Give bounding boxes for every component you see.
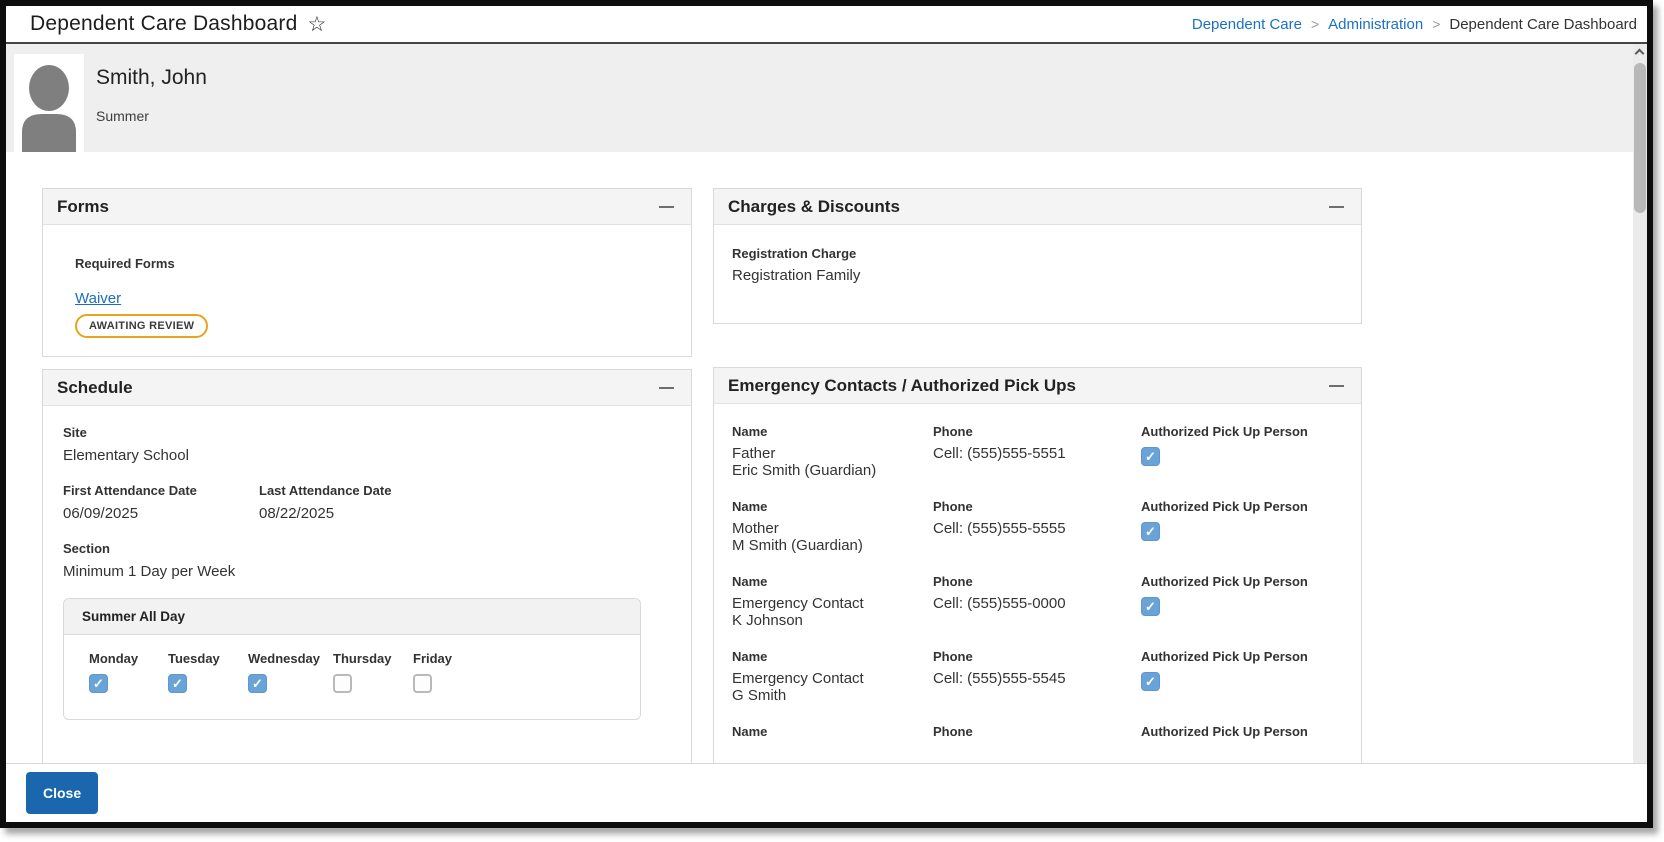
day-friday-label: Friday — [413, 651, 453, 666]
breadcrumb — [1192, 16, 1637, 33]
minus-icon — [659, 206, 674, 208]
contact-phone: Cell: (555)555-5545 — [933, 670, 1066, 687]
contact-name-label: Name — [732, 424, 768, 439]
chevron-up-icon — [1635, 49, 1645, 59]
first-attendance-label: First Attendance Date — [63, 483, 197, 498]
contact-row — [732, 499, 1343, 554]
person-schedule-term: Summer — [96, 108, 149, 124]
breadcrumb-current: Dependent Care Dashboard — [1449, 15, 1637, 33]
contact-phone: Cell: (555)555-0000 — [933, 595, 1066, 612]
day-wednesday-checkbox[interactable] — [248, 674, 267, 693]
contact-phone-label: Phone — [933, 499, 973, 514]
authorized-pickup-checkbox[interactable] — [1141, 597, 1160, 616]
vertical-scrollbar[interactable] — [1633, 44, 1647, 763]
contact-name-label: Name — [732, 649, 768, 664]
forms-card — [42, 188, 692, 357]
first-attendance-value: 06/09/2025 — [63, 505, 139, 522]
registration-charge-label: Registration Charge — [732, 246, 857, 261]
day-thursday-checkbox[interactable] — [333, 674, 352, 693]
contact-phone-label: Phone — [933, 574, 973, 589]
breadcrumb-dependent-care[interactable]: Dependent Care — [1191, 15, 1302, 33]
scroll-up-button[interactable] — [1633, 44, 1647, 60]
site-value: Elementary School — [63, 447, 189, 464]
authorized-pickup-label: Authorized Pick Up Person — [1141, 574, 1308, 589]
close-button[interactable]: Close — [26, 772, 98, 814]
contacts-card — [713, 367, 1362, 763]
contact-name-label: Name — [732, 574, 768, 589]
contact-phone-label: Phone — [933, 424, 973, 439]
last-attendance-label: Last Attendance Date — [259, 483, 392, 498]
day-wednesday-label: Wednesday — [248, 651, 321, 666]
charges-card — [713, 188, 1362, 324]
scroll-content — [6, 44, 1633, 763]
authorized-pickup-label: Authorized Pick Up Person — [1141, 424, 1308, 439]
contact-row — [732, 649, 1343, 704]
breadcrumb-administration[interactable]: Administration — [1328, 15, 1424, 33]
contact-phone: Cell: (555)555-5551 — [933, 445, 1066, 462]
contacts-card-header — [714, 368, 1361, 404]
authorized-pickup-label: Authorized Pick Up Person — [1141, 649, 1308, 664]
schedule-card — [42, 369, 692, 763]
section-value: Minimum 1 Day per Week — [63, 563, 236, 580]
forms-collapse-button[interactable] — [655, 196, 677, 218]
contacts-card-title: Emergency Contacts / Authorized Pick Ups — [728, 375, 1076, 395]
form-status-badge: AWAITING REVIEW — [75, 314, 208, 338]
authorized-pickup-label: Authorized Pick Up Person — [1141, 724, 1308, 739]
contact-person: K Johnson — [732, 612, 803, 629]
page-title: Dependent Care Dashboard — [30, 12, 298, 35]
contacts-collapse-button[interactable] — [1325, 375, 1347, 397]
contact-row — [732, 574, 1343, 629]
contact-relationship: Father — [732, 445, 776, 462]
chevron-right-icon: > — [1310, 16, 1320, 32]
day-monday-label: Monday — [89, 651, 139, 666]
scrollbar-thumb[interactable] — [1634, 63, 1646, 213]
schedule-card-header — [43, 370, 691, 406]
person-name: Smith, John — [96, 66, 207, 89]
contact-phone: Cell: (555)555-5555 — [933, 520, 1066, 537]
contact-relationship: Mother — [732, 520, 779, 537]
day-monday-checkbox[interactable] — [89, 674, 108, 693]
period-title: Summer All Day — [64, 599, 640, 635]
contact-name-label: Name — [732, 724, 768, 739]
title-bar — [6, 6, 1647, 44]
required-forms-label: Required Forms — [75, 256, 175, 271]
authorized-pickup-label: Authorized Pick Up Person — [1141, 499, 1308, 514]
forms-card-title: Forms — [57, 196, 109, 216]
person-icon — [14, 54, 84, 152]
contact-relationship: Emergency Contact — [732, 670, 864, 687]
day-friday-checkbox[interactable] — [413, 674, 432, 693]
contact-row — [732, 424, 1343, 479]
authorized-pickup-checkbox[interactable] — [1141, 522, 1160, 541]
contact-phone-label: Phone — [933, 724, 973, 739]
contact-name-label: Name — [732, 499, 768, 514]
avatar — [14, 54, 84, 152]
section-label: Section — [63, 541, 110, 556]
day-thursday-label: Thursday — [333, 651, 392, 666]
person-banner — [6, 44, 1633, 152]
day-tuesday-checkbox[interactable] — [168, 674, 187, 693]
forms-card-header — [43, 189, 691, 225]
minus-icon — [1329, 206, 1344, 208]
contact-relationship: Emergency Contact — [732, 595, 864, 612]
contact-person: G Smith — [732, 687, 787, 704]
minus-icon — [659, 387, 674, 389]
contact-phone-label: Phone — [933, 649, 973, 664]
site-label: Site — [63, 425, 87, 440]
contact-row-partial — [732, 724, 1343, 745]
footer-bar — [6, 763, 1647, 821]
contact-person: Eric Smith (Guardian) — [732, 462, 877, 479]
period-box — [63, 598, 641, 720]
day-tuesday-label: Tuesday — [168, 651, 220, 666]
authorized-pickup-checkbox[interactable] — [1141, 672, 1160, 691]
charges-collapse-button[interactable] — [1325, 196, 1347, 218]
favorite-star-icon[interactable]: ☆ — [307, 12, 327, 36]
authorized-pickup-checkbox[interactable] — [1141, 447, 1160, 466]
last-attendance-value: 08/22/2025 — [259, 505, 335, 522]
contact-person: M Smith (Guardian) — [732, 537, 863, 554]
charges-card-header — [714, 189, 1361, 225]
registration-charge-value: Registration Family — [732, 267, 861, 284]
schedule-card-title: Schedule — [57, 377, 133, 397]
charges-card-title: Charges & Discounts — [728, 196, 900, 216]
chevron-right-icon: > — [1432, 16, 1441, 32]
schedule-collapse-button[interactable] — [655, 377, 677, 399]
waiver-form-link[interactable]: Waiver — [75, 290, 122, 307]
minus-icon — [1329, 385, 1344, 387]
